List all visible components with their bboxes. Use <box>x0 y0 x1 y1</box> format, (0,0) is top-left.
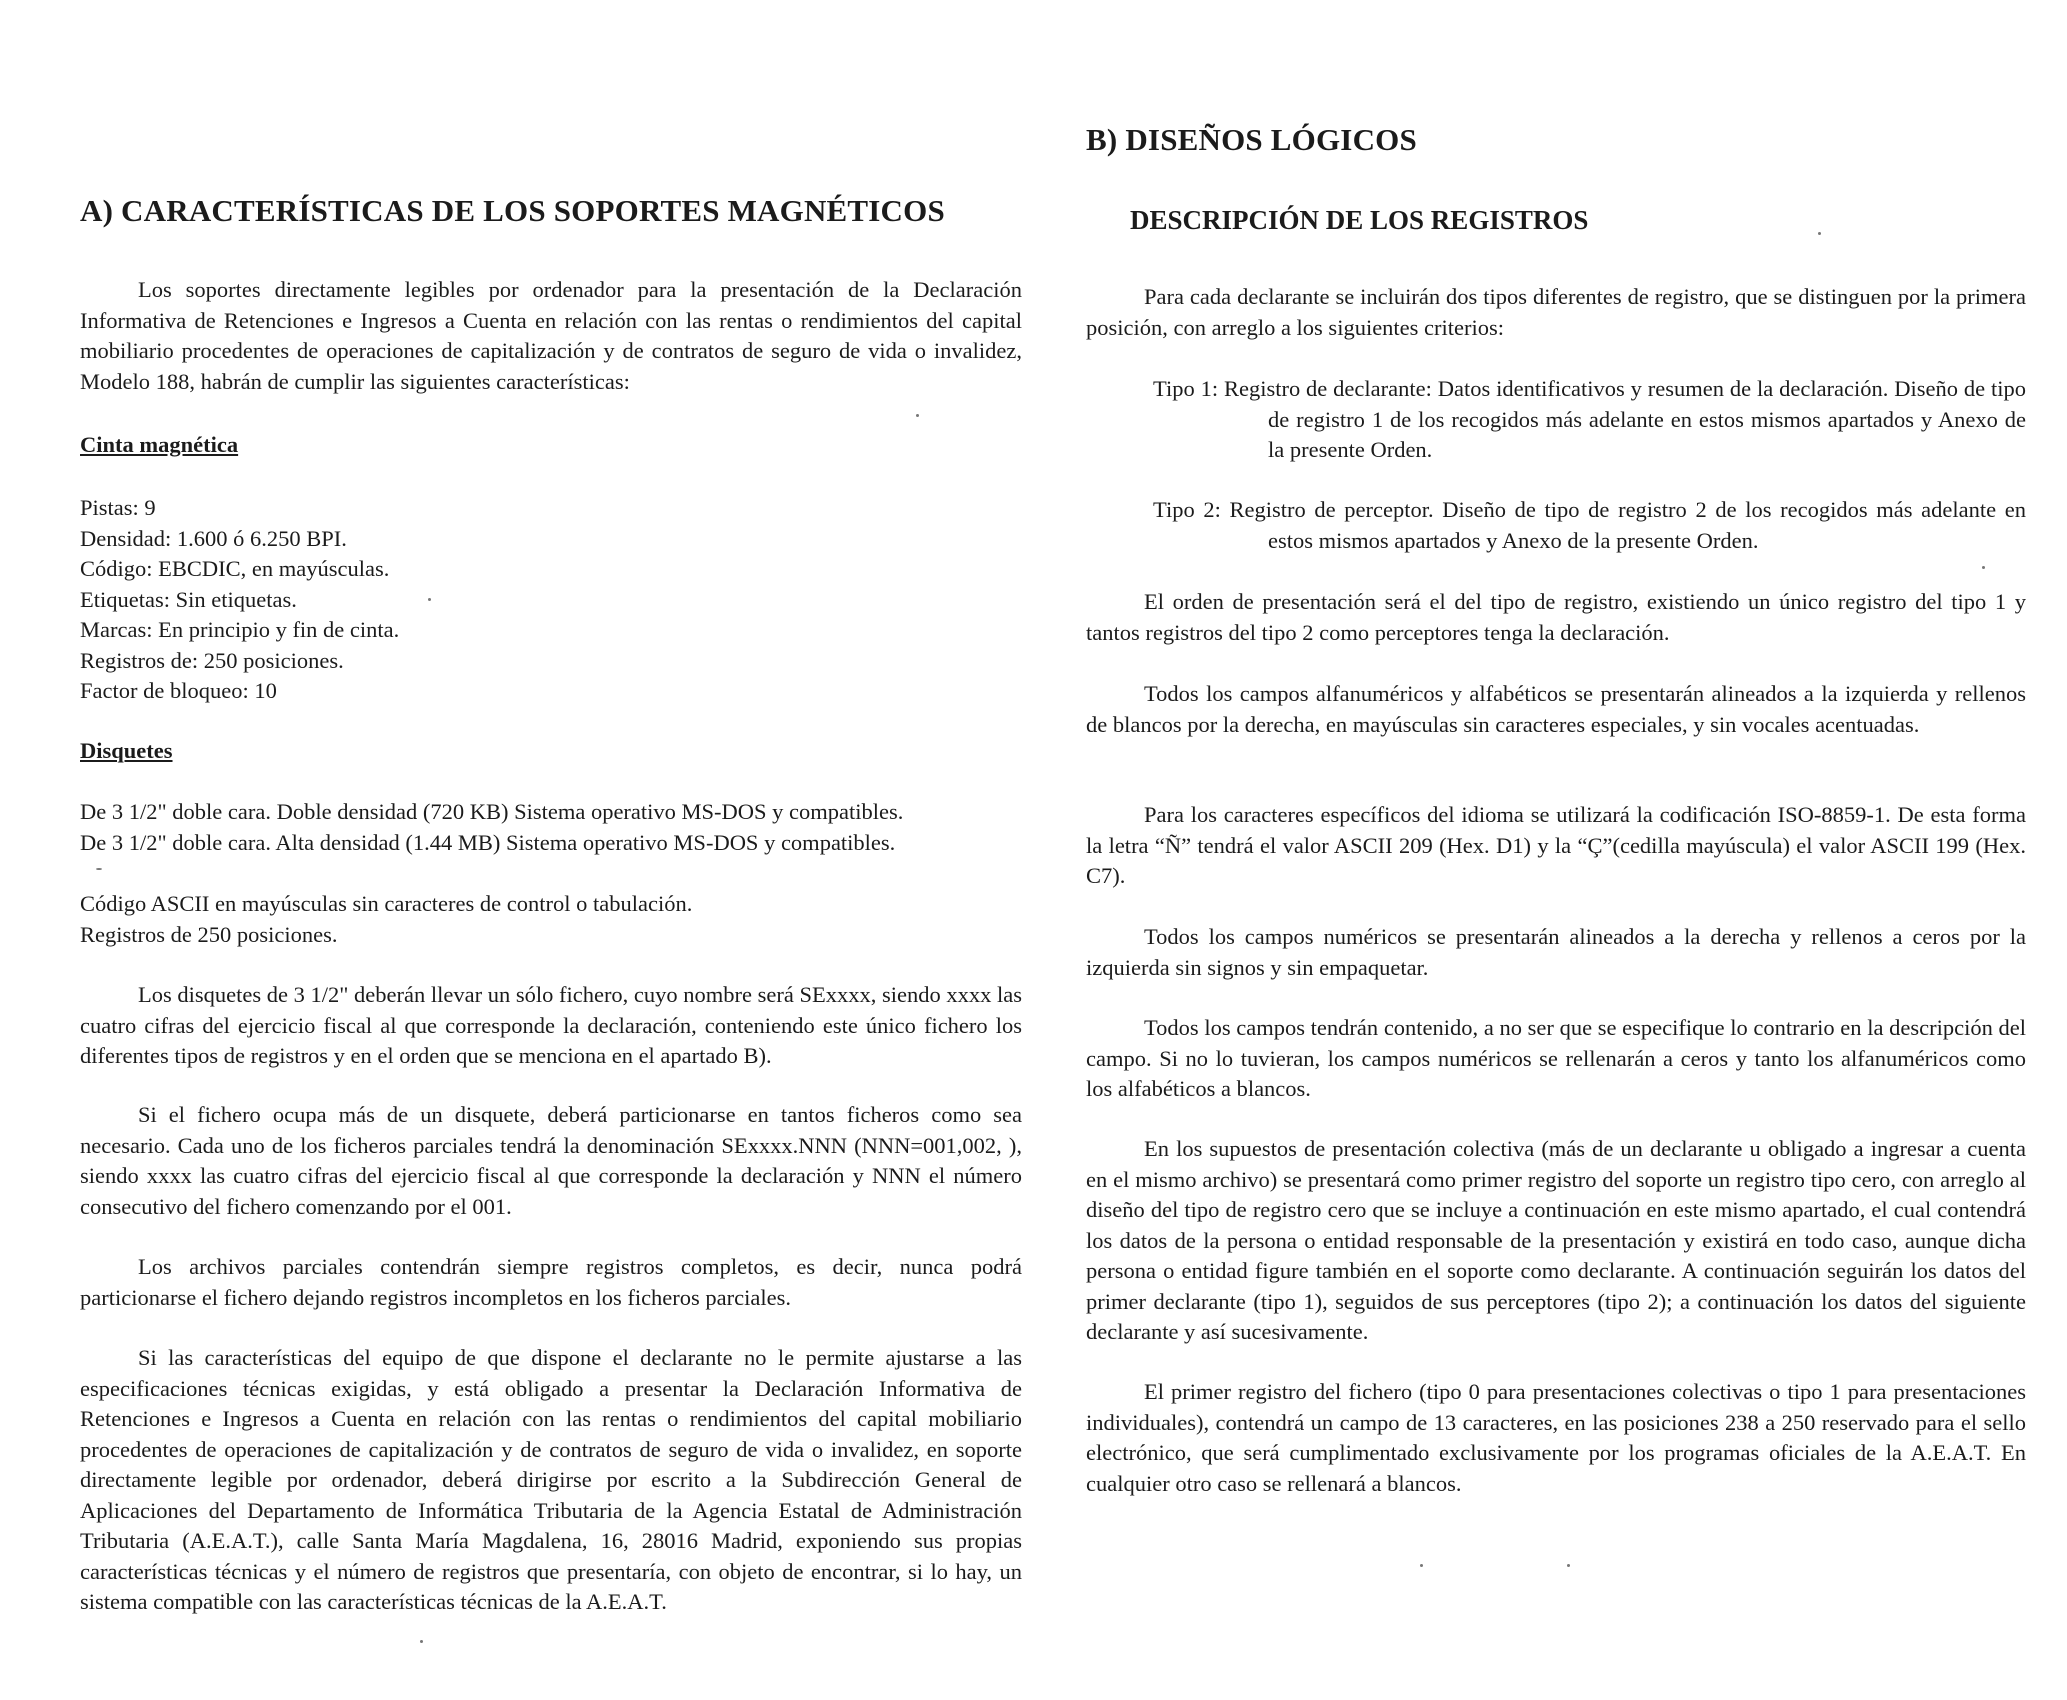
contenido-paragraph: Todos los campos tendrán contenido, a no ser que se especifique lo contrario en la descripción del campo. Si no lo tuvieran, los campos numéricos se rellenarán a ceros y tanto los alfanuméricos como los alfabéticos a blancos. <box>1086 1015 2026 1101</box>
list-item: Pistas: 9 <box>80 495 156 520</box>
tipo1-item <box>1153 374 2026 466</box>
scan-speck <box>1818 232 1821 235</box>
registros-subheading: DESCRIPCIÓN DE LOS REGISTROS <box>1130 205 1589 235</box>
scan-speck <box>420 1640 423 1643</box>
alfa-paragraph: Todos los campos alfanuméricos y alfabéticos se presentarán alineados a la izquierda y rellenos de blancos por la derecha, en mayúsculas sin caracteres especiales, y sin vocales acentuadas. <box>1086 681 2026 737</box>
scan-speck <box>428 598 431 601</box>
list-item: De 3 1/2" doble cara. Doble densidad (720 KB) Sistema operativo MS-DOS y compatibles. <box>80 799 904 824</box>
orden-paragraph: El orden de presentación será el del tipo de registro, existiendo un único registro del tipo 1 y tantos registros del tipo 2 como perceptores tenga la declaración. <box>1086 589 2026 645</box>
iso-paragraph: Para los caracteres específicos del idioma se utilizará la codificación ISO-8859-1. De esta forma la letra “Ñ” tendrá el valor ASCII 209 (Hex. D1) y la “Ç”(cedilla mayúscula) el valor ASCII 199 (Hex. C7). <box>1086 802 2026 888</box>
list-item: Código ASCII en mayúsculas sin caracteres de control o tabulación. <box>80 891 693 916</box>
scan-speck <box>916 414 919 417</box>
list-item: Registros de 250 posiciones. <box>80 921 338 947</box>
intro-paragraph: Los soportes directamente legibles por ordenador para la presentación de la Declaración Informativa de Retenciones e Ingresos a Cuenta en relación con las rentas o rendimientos del capital mobiliario procedentes de operaciones de capitalización y de contratos de seguro de vida o invalidez, Modelo 188, habrán de cumplir las siguientes características: <box>80 277 1022 394</box>
numericos-paragraph: Todos los campos numéricos se presentarán alineados a la derecha y rellenos a ceros por la izquierda sin signos y sin empaquetar. <box>1086 924 2026 980</box>
intro-paragraph: Para cada declarante se incluirán dos tipos diferentes de registro, que se distinguen por la primera posición, con arreglo a los siguientes criterios: <box>1086 284 2026 340</box>
list-item: Factor de bloqueo: 10 <box>80 678 277 703</box>
cinta-title: Cinta magnética <box>80 432 239 457</box>
list-item: Densidad: 1.600 ó 6.250 BPI. <box>80 525 347 551</box>
sello-paragraph: El primer registro del fichero (tipo 0 para presentaciones colectivas o tipo 1 para presentaciones individuales), contendrá un campo de 13 caracteres, en las posiciones 238 a 250 reservado para el sello electrónico, que será cumplimentado exclusivamente por los programas oficiales de la A.E.A.T. En cualquier otro caso se rellenará a blancos. <box>1086 1379 2026 1496</box>
section-b-heading: B) DISEÑOS LÓGICOS <box>1086 122 1417 157</box>
scan-speck <box>1567 1564 1570 1567</box>
colectiva-paragraph: En los supuestos de presentación colectiva (más de un declarante u obligado a ingresar a cuenta en el mismo archivo) se presentará como primer registro del soporte un registro tipo cero, con arreglo al diseño del tipo de registro cero que se incluye a continuación en este mismo apartado, el cual contendrá los datos de la persona o entidad responsable de la presentación y existirá en todo caso, aunque dicha persona o entidad figure también en el soporte como declarante. A continuación seguirán los datos del primer declarante (tipo 1), seguidos de sus perceptores (tipo 2); a continuación los datos del siguiente declarante y así sucesivamente. <box>1086 1136 2026 1344</box>
scan-speck <box>1420 1564 1423 1567</box>
section-a-heading: A) CARACTERÍSTICAS DE LOS SOPORTES MAGNÉTICOS <box>80 193 945 228</box>
archivos-paragraph: Los archivos parciales contendrán siempre registros completos, es decir, nunca podrá particionarse el fichero dejando registros incompletos en los ficheros parciales. <box>80 1254 1022 1310</box>
cinta-list <box>80 493 1022 707</box>
tipo2-item <box>1153 495 2026 556</box>
tipo1-text: Tipo 1: Registro de declarante: Datos identificativos y resumen de la declaración. Diseño de tipo de registro 1 de los recogidos más adelante en estos mismos apartados y Anexo de la presente Orden. <box>1153 376 2026 462</box>
scan-speck <box>1982 566 1985 569</box>
tipo2-text: Tipo 2: Registro de perceptor. Diseño de tipo de registro 2 de los recogidos más adelante en estos mismos apartados y Anexo de la presente Orden. <box>1153 497 2026 553</box>
scan-speck <box>96 868 102 870</box>
list-item: Código: EBCDIC, en mayúsculas. <box>80 556 390 581</box>
disquetes-title: Disquetes <box>80 738 173 763</box>
list-item: De 3 1/2" doble cara. Alta densidad (1.44 MB) Sistema operativo MS-DOS y compatibles. <box>80 829 896 855</box>
fichero-paragraph: Los disquetes de 3 1/2" deberán llevar un sólo fichero, cuyo nombre será SExxxx, siendo xxxx las cuatro cifras del ejercicio fiscal al que corresponde la declaración, conteniendo este único fichero los diferentes tipos de registros y en el orden que se menciona en el apartado B). <box>80 982 1022 1068</box>
disquetes-list <box>80 797 1022 858</box>
particion-paragraph: Si el fichero ocupa más de un disquete, deberá particionarse en tantos ficheros como sea necesario. Cada uno de los ficheros parciales tendrá la denominación SExxxx.NNN (NNN=001,002, ), siendo xxxx las cuatro cifras del ejercicio fiscal al que corresponde la declaración y NNN el número consecutivo del fichero comenzando por el 001. <box>80 1102 1022 1219</box>
list-item: Registros de: 250 posiciones. <box>80 647 344 673</box>
list-item: Etiquetas: Sin etiquetas. <box>80 586 297 612</box>
list-item: Marcas: En principio y fin de cinta. <box>80 617 400 642</box>
equipo-paragraph: Si las características del equipo de que dispone el declarante no le permite ajustarse a las especificaciones técnicas exigidas, y está obligado a presentar la Declaración Informativa de Retenciones e Ingresos a Cuenta en relación con las rentas o rendimientos del capital mobiliario procedentes de operaciones de capitalización y de contratos de seguro de vida o invalidez, en soporte directamente legible por ordenador, deberá dirigirse por escrito a la Subdirección General de Aplicaciones del Departamento de Informática Tributaria de la Agencia Estatal de Administración Tributaria (A.E.A.T.), calle Santa María Magdalena, 16, 28016 Madrid, exponiendo sus propias características técnicas y el número de registros que presentaría, con objeto de encontrar, si lo hay, un sistema compatible con las características técnicas de la A.E.A.T. <box>80 1345 1022 1614</box>
ascii-list <box>80 889 1022 950</box>
